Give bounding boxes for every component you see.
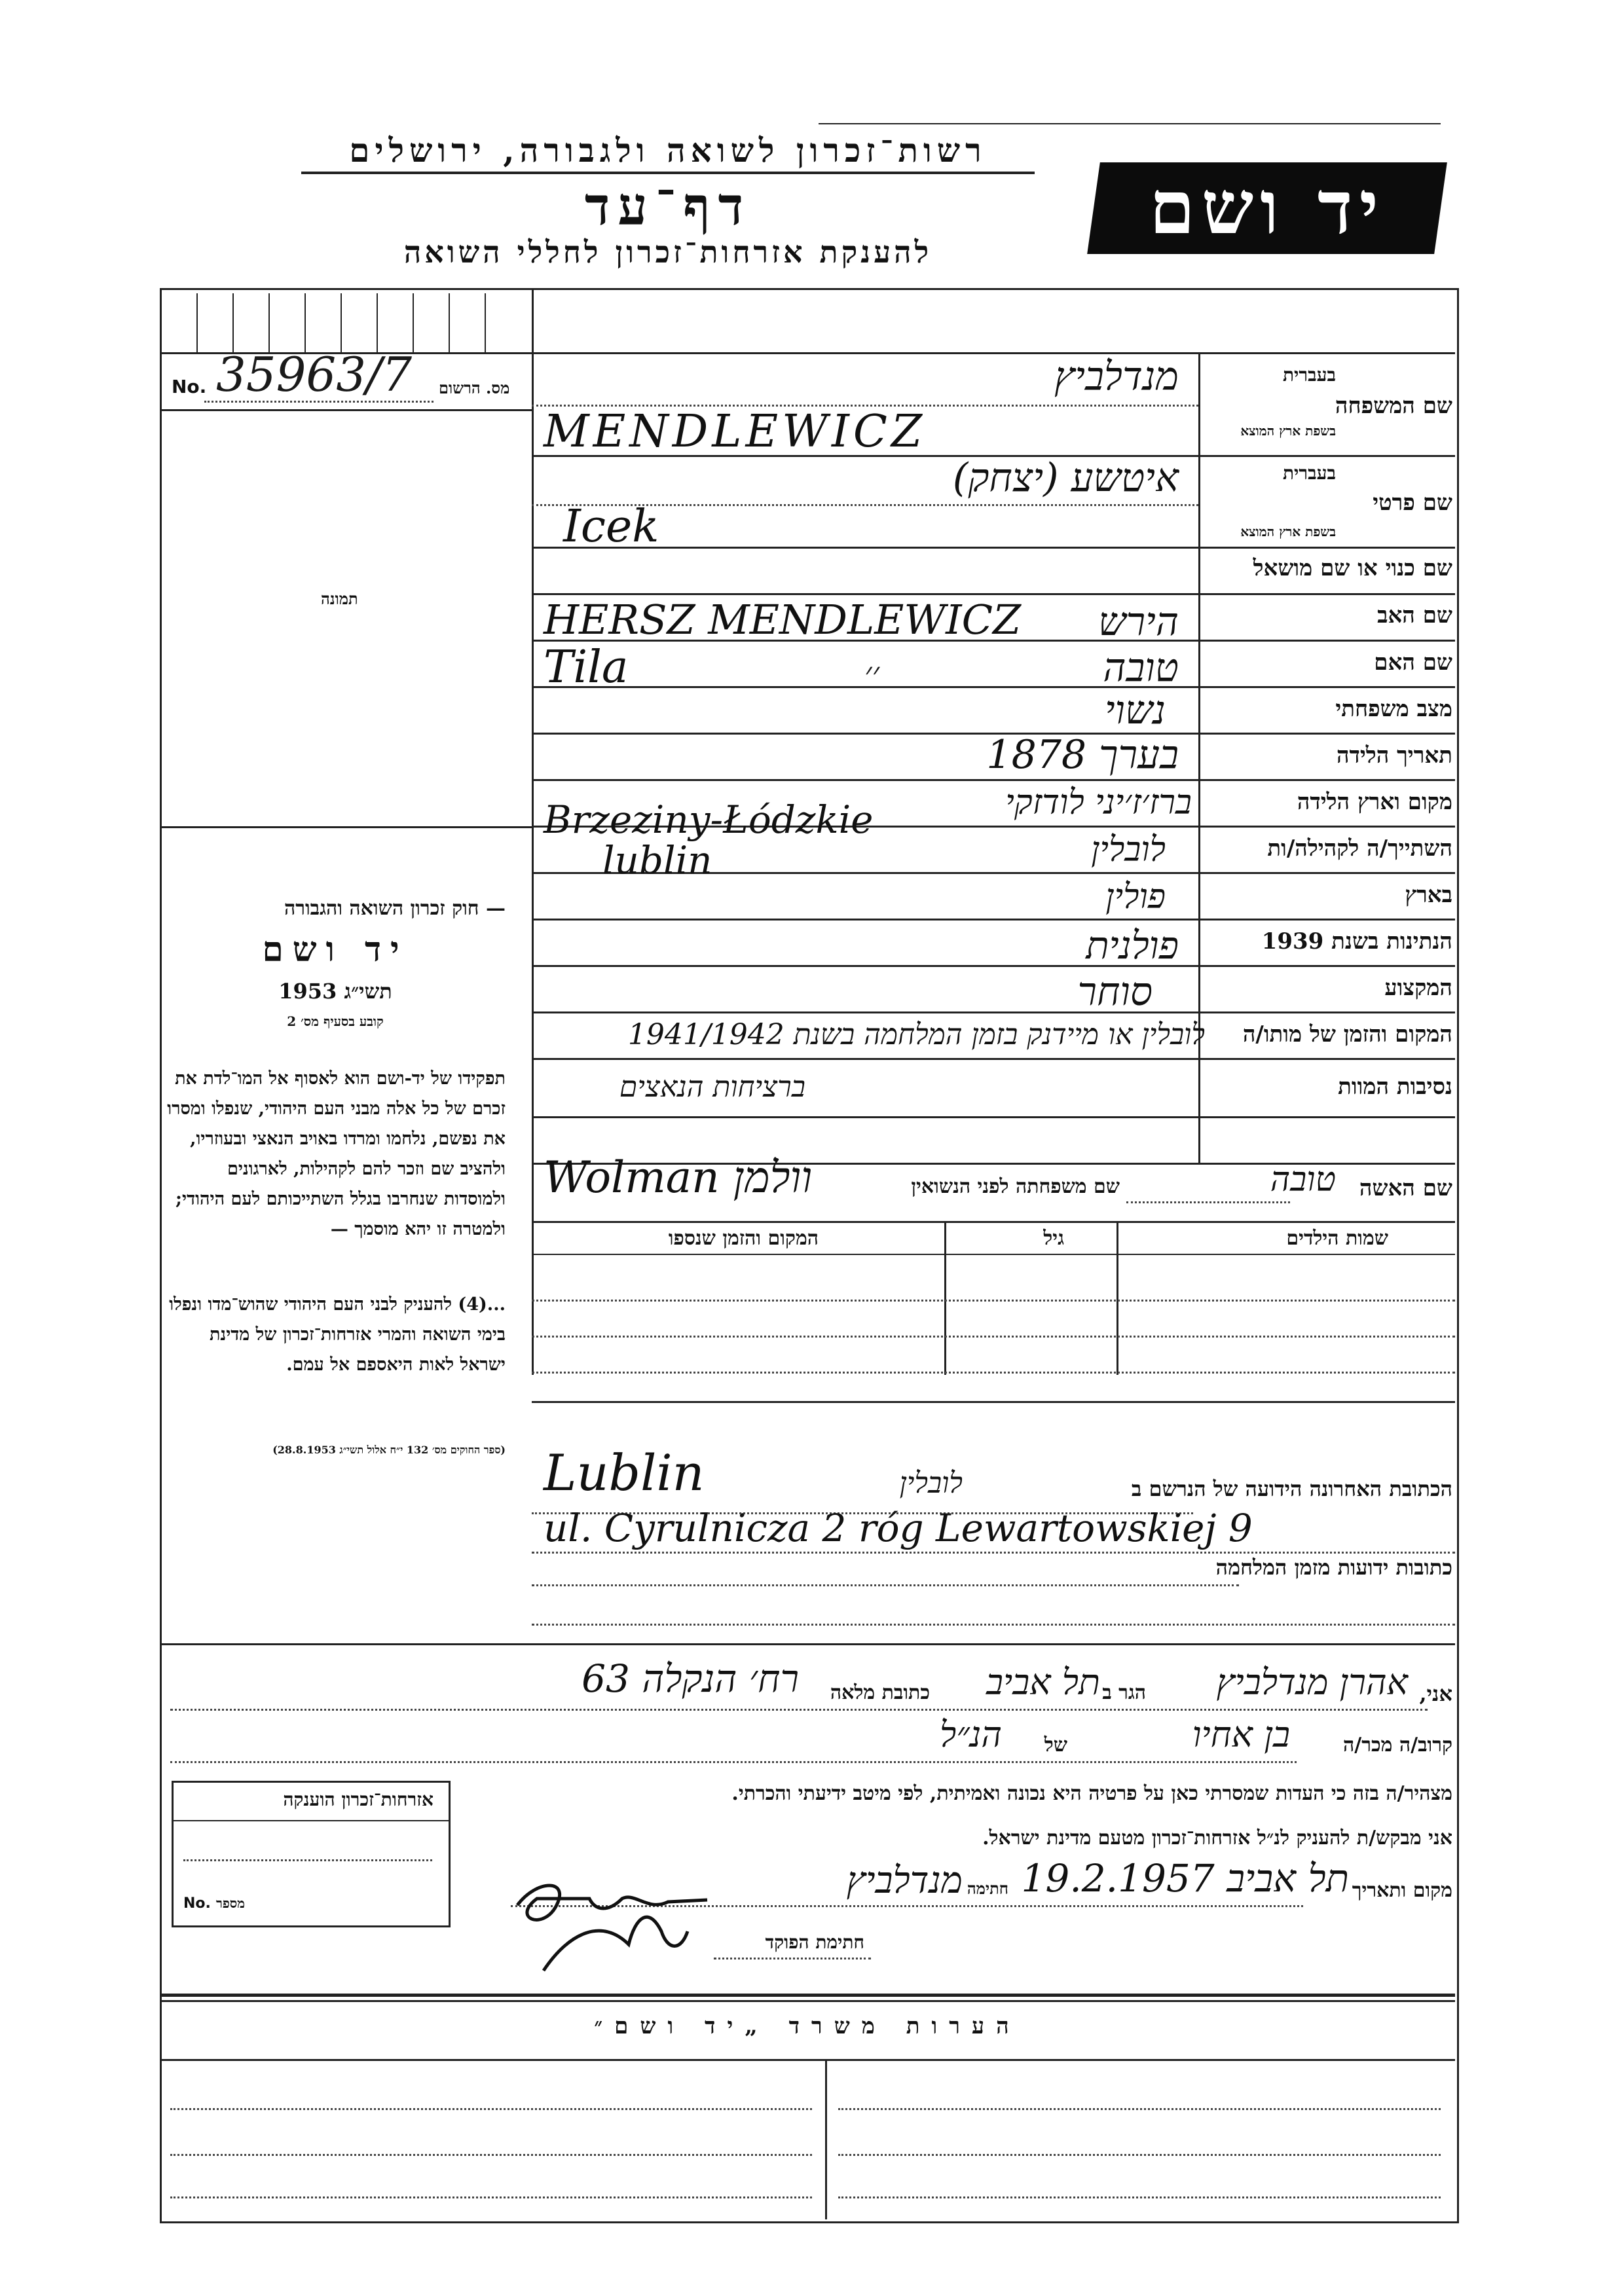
profession-label: המקצוע	[1384, 975, 1452, 1001]
citizenship-label: הנתינות בשנת 1939	[1261, 928, 1452, 955]
witness-name: אהרן מנדלביץ	[1216, 1662, 1408, 1703]
law-citation: (ספר החוקים מס׳ 132 י״ח אלול תשי״ג 28.8.1953)	[272, 1444, 506, 1456]
form-subtitle: להענקת אזרחות־זכרון לחללי השואה	[403, 234, 932, 270]
last-address-city-latin: Lublin	[544, 1444, 705, 1502]
law-clause: קובע בסעיף מס׳ 2	[287, 1013, 384, 1029]
last-address-label: הכתובת האחרונה הידועה של הנרשם ב	[1131, 1476, 1452, 1501]
death-circumstances-label: נסיבות המוות	[1338, 1074, 1452, 1100]
witness-resident-label: הגר ב	[1102, 1681, 1146, 1704]
birth-place-latin: Brzeziny-Łódzkie	[544, 797, 874, 842]
community-latin: lublin	[602, 838, 712, 883]
law-year: תשי״ג 1953	[278, 979, 392, 1004]
form-title: דף־עד	[584, 175, 752, 237]
father-label: שם האב	[1377, 602, 1452, 629]
children-header-age: גיל	[1043, 1227, 1064, 1250]
photo-label: תמונה	[321, 589, 358, 608]
wife-label: שם האשה	[1359, 1175, 1452, 1201]
death-place-value: לובלין או מיידנק בזמן המלחמה בשנת 1941/1942	[627, 1018, 1205, 1051]
mother-ditto-mark: ׳׳	[864, 655, 880, 693]
place-date-value: תל אביב 19.2.1957	[1021, 1856, 1349, 1901]
nickname-label: שם כנוי או שם מושאל	[1253, 555, 1452, 581]
family-name-label: שם המשפחה	[1335, 393, 1452, 419]
place-date-label: מקום ותאריך	[1352, 1879, 1452, 1902]
country-label: בארץ	[1405, 882, 1452, 908]
officer-signature-label: חתימת הפוקד	[765, 1931, 864, 1953]
registration-no-label: No.	[172, 376, 207, 397]
witness-declaration: מצהיר/ה בזה כי העדות שמסרתי כאן על פרטיה היא נכונה ואמיתית, לפי מיטב ידיעתי והכרתי.	[731, 1782, 1452, 1805]
witness-request: אני מבקש/ת להעניק לנ״ל אזרחות־זכרון מטעם מדינת ישראל.	[982, 1827, 1452, 1850]
birth-place-hebrew: ברז׳ז׳יני לודזקי	[1005, 783, 1192, 822]
children-header-names: שמות הילדים	[1286, 1227, 1388, 1250]
first-name-sub-origin: בשפת ארץ המוצא	[1240, 524, 1336, 539]
birth-place-label: מקום וארץ הלידה	[1297, 789, 1452, 815]
first-name-latin: Icek	[563, 501, 659, 553]
family-name-hebrew: מנדלביץ	[1054, 354, 1179, 399]
children-header-place: המקום והזמן שנספו	[668, 1227, 819, 1250]
witness-of-value: הנ״ל	[940, 1714, 1002, 1755]
registration-number: 35963/7	[216, 347, 413, 402]
death-place-label: המקום והזמן של מותו/ה	[1242, 1021, 1452, 1048]
community-label: השתייך/ה לקהילה/ות	[1267, 835, 1452, 862]
last-address-city-hebrew: לובלין	[899, 1467, 963, 1500]
community-hebrew: לובלין	[1091, 830, 1166, 869]
citizenship-value: פולנית	[1086, 923, 1179, 968]
mother-hebrew: טובה	[1103, 645, 1179, 691]
family-name-sub-origin: בשפת ארץ המוצא	[1240, 423, 1336, 439]
citizenship-box-no-heb: מספר	[216, 1895, 245, 1911]
profession-value: סוחר	[1077, 969, 1153, 1015]
yad-vashem-logo	[1087, 162, 1447, 254]
mother-label: שם האם	[1374, 649, 1452, 676]
father-hebrew: הירש	[1098, 599, 1179, 645]
country-value: פולין	[1105, 877, 1166, 917]
first-name-hebrew: איטשע (יצחק)	[952, 455, 1179, 501]
signature-scribble	[498, 1853, 864, 1984]
first-name-label: שם פרטי	[1373, 490, 1452, 516]
birth-date-value: בערך 1878	[986, 732, 1179, 778]
last-address-street: ul. Cyrulnicza 2 róg Lewartowskiej 9	[544, 1506, 1253, 1550]
witness-address-label: כתובת מלאה	[830, 1681, 930, 1704]
office-remarks-title: הערות משרד „יד ושם״	[594, 2013, 1021, 2039]
authority-name: רשות־זכרון לשואה ולגבורה, ירושלים	[349, 131, 987, 170]
wife-hebrew-name: טובה	[1270, 1160, 1336, 1199]
witness-city: תל אביב	[986, 1662, 1100, 1703]
wife-maiden-value: Wolman וולמן	[544, 1152, 813, 1203]
marital-value: נשוי	[1104, 687, 1166, 733]
law-title: — חוק זכרון השואה והגבורה	[284, 897, 506, 920]
wife-maiden-label: שם משפחתה לפני הנשואין	[911, 1175, 1120, 1198]
mother-latin: Tila	[544, 642, 629, 693]
law-name: יד ושם	[262, 930, 409, 970]
citizenship-box-no: No.	[183, 1895, 211, 1912]
law-body: תפקידו של יד-ושם הוא לאסוף אל המו־לדת את זכרם של כל אלה מבני העם היהודי, שנפלו ומסרו את נפשם, נלחמו ומרדו באויב הנאצי ובעוזריו, ולהציב שם וזכר להם לקהילות, לארגונים ולמוסדות שנחרבו בגלל השתייכותם לעם היהודי; ולמטרה זו יהא מוסמך —	[167, 1068, 506, 1239]
family-name-latin: MENDLEWICZ	[544, 406, 927, 458]
first-name-sub-hebrew: בעברית	[1282, 462, 1336, 484]
witness-i-label: אני,	[1419, 1681, 1452, 1706]
death-circumstances-value: ברציחות הנאצים	[619, 1070, 805, 1104]
logo-text: יד ושם	[1149, 165, 1386, 251]
witness-signature: מנדלביץ	[846, 1859, 963, 1902]
witness-of-label: של	[1044, 1734, 1067, 1757]
father-latin: HERSZ MENDLEWICZ	[544, 596, 1022, 644]
witness-relation: בן אחיו	[1192, 1714, 1290, 1755]
citizenship-box-title: אזרחות־זכרון הוענקה	[283, 1789, 434, 1810]
wartime-address-label: כתובות ידועות מזמן המלחמה	[1215, 1555, 1452, 1580]
signature-label: חתימה	[967, 1879, 1008, 1898]
witness-relation-label: קרוב/ה מכר/ה	[1343, 1734, 1452, 1757]
law-clause-4: ...(4) להעניק לבני העם היהודי שהוש־מדו ונפלו בימי השואה והמרי אזרחות־זכרון של מדינת ישראל לאות היאספם אל עמם.	[169, 1294, 506, 1375]
registration-label: מס. הרשום	[439, 378, 510, 397]
marital-label: מצב משפחתי	[1335, 696, 1452, 722]
family-name-sub-hebrew: בעברית	[1282, 364, 1336, 386]
birth-date-label: תאריך הלידה	[1336, 742, 1452, 769]
witness-address: רח׳ הנקלה 63	[581, 1656, 799, 1701]
